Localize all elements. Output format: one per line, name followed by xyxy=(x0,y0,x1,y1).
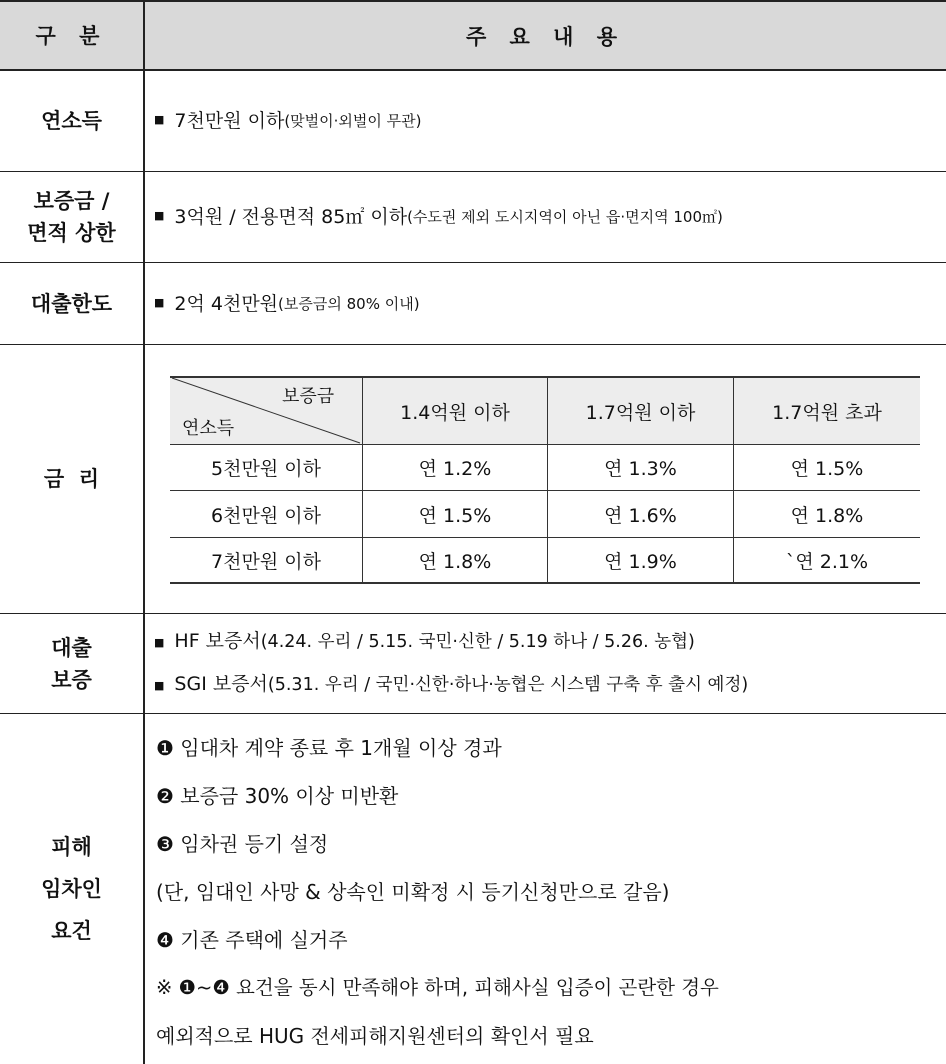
income-label: 연소득 xyxy=(41,109,102,133)
rate-col-header: 1.7억원 이하 xyxy=(585,401,696,424)
rate-value: `연 2.1% xyxy=(785,550,869,573)
victim-item: ❹ 기존 주택에 실거주 xyxy=(156,928,348,952)
deposit-content xyxy=(150,172,946,262)
guarantee-line-sgi xyxy=(150,664,748,707)
limit-note: (보증금의 80% 이내) xyxy=(278,294,420,313)
victim-item: ❸ 임차권 등기 설정 xyxy=(156,832,329,856)
deposit-label xyxy=(0,172,143,262)
bullet-icon: ■ xyxy=(154,295,165,309)
deposit-label-line1: 보증금 / xyxy=(33,189,110,213)
victim-label-line1: 피해 xyxy=(51,835,92,859)
rate-value: 연 1.2% xyxy=(418,458,492,480)
bullet-icon: ■ xyxy=(154,678,165,692)
victim-remark-cont: 예외적으로 HUG 전세피해지원센터의 확인서 필요 xyxy=(156,1024,594,1048)
rate-row-income: 6천만원 이하 xyxy=(211,504,321,527)
deposit-label-line2: 면적 상한 xyxy=(27,221,116,245)
victim-remark: ※ ❶~❹ 요건을 동시 만족해야 하며, 피해사실 입증이 곤란한 경우 xyxy=(156,976,719,999)
income-content xyxy=(150,71,946,171)
guarantee-sgi-detail: (5.31. 우리 / 국민·신한·하나·농협은 시스템 구축 후 출시 예정) xyxy=(267,674,749,695)
header-category: 구 분 xyxy=(35,23,108,48)
guarantee-label-line2: 보증 xyxy=(51,667,92,692)
header-content: 주 요 내 용 xyxy=(465,24,626,49)
rate-label: 금 리 xyxy=(43,467,100,491)
rate-table xyxy=(170,376,920,584)
rate-row-income: 5천만원 이하 xyxy=(211,458,321,480)
limit-content xyxy=(150,263,946,344)
bullet-icon: ■ xyxy=(154,635,165,649)
limit-label: 대출한도 xyxy=(30,291,113,316)
rate-value: 연 1.5% xyxy=(790,458,864,480)
limit-main: 2억 4천만원 xyxy=(174,292,279,315)
deposit-main: 3억원 / 전용면적 85㎡ 이하 xyxy=(174,206,408,228)
income-main: 7천만원 이하 xyxy=(174,110,285,132)
victim-label-line3: 요건 xyxy=(51,919,92,943)
victim-item-note: (단, 임대인 사망 & 상속인 미확정 시 등기신청만으로 갈음) xyxy=(156,880,670,904)
guarantee-hf-detail: (4.24. 우리 / 5.15. 국민·신한 / 5.19 하나 / 5.26. 농협) xyxy=(260,631,695,652)
bullet-icon: ■ xyxy=(154,209,165,222)
rate-value: 연 1.5% xyxy=(418,504,492,527)
rate-value: 연 1.8% xyxy=(418,550,492,573)
rate-value: 연 1.3% xyxy=(604,458,677,480)
rate-value: 연 1.6% xyxy=(604,504,677,527)
guarantee-label xyxy=(0,614,143,713)
rate-col-header: 1.4억원 이하 xyxy=(400,401,510,424)
rate-value: 연 1.8% xyxy=(790,504,864,527)
guarantee-line-hf xyxy=(150,621,695,664)
corner-top-label: 보증금 xyxy=(282,386,335,407)
victim-content xyxy=(156,722,944,1062)
guarantee-label-line1: 대출 xyxy=(51,635,92,660)
rate-value: 연 1.9% xyxy=(604,550,677,573)
bullet-icon: ■ xyxy=(154,113,165,126)
guarantee-content xyxy=(150,614,946,713)
income-note: (맞벌이·외벌이 무관) xyxy=(284,112,422,130)
victim-item: ❷ 보증금 30% 이상 미반환 xyxy=(156,784,399,808)
rate-row-income: 7천만원 이하 xyxy=(211,550,321,573)
guarantee-sgi-main: SGI 보증서 xyxy=(174,672,268,695)
victim-label xyxy=(0,714,143,1064)
deposit-note: (수도권 제외 도시지역이 아닌 읍·면지역 100㎡) xyxy=(407,208,723,226)
victim-item: ❶ 임대차 계약 종료 후 1개월 이상 경과 xyxy=(156,736,502,760)
guarantee-hf-main: HF 보증서 xyxy=(174,629,261,652)
corner-bottom-label: 연소득 xyxy=(182,418,235,439)
rate-table-border xyxy=(170,582,920,584)
rate-col-header: 1.7억원 초과 xyxy=(772,401,882,424)
column-divider xyxy=(143,0,145,1064)
victim-label-line2: 임차인 xyxy=(41,877,102,901)
